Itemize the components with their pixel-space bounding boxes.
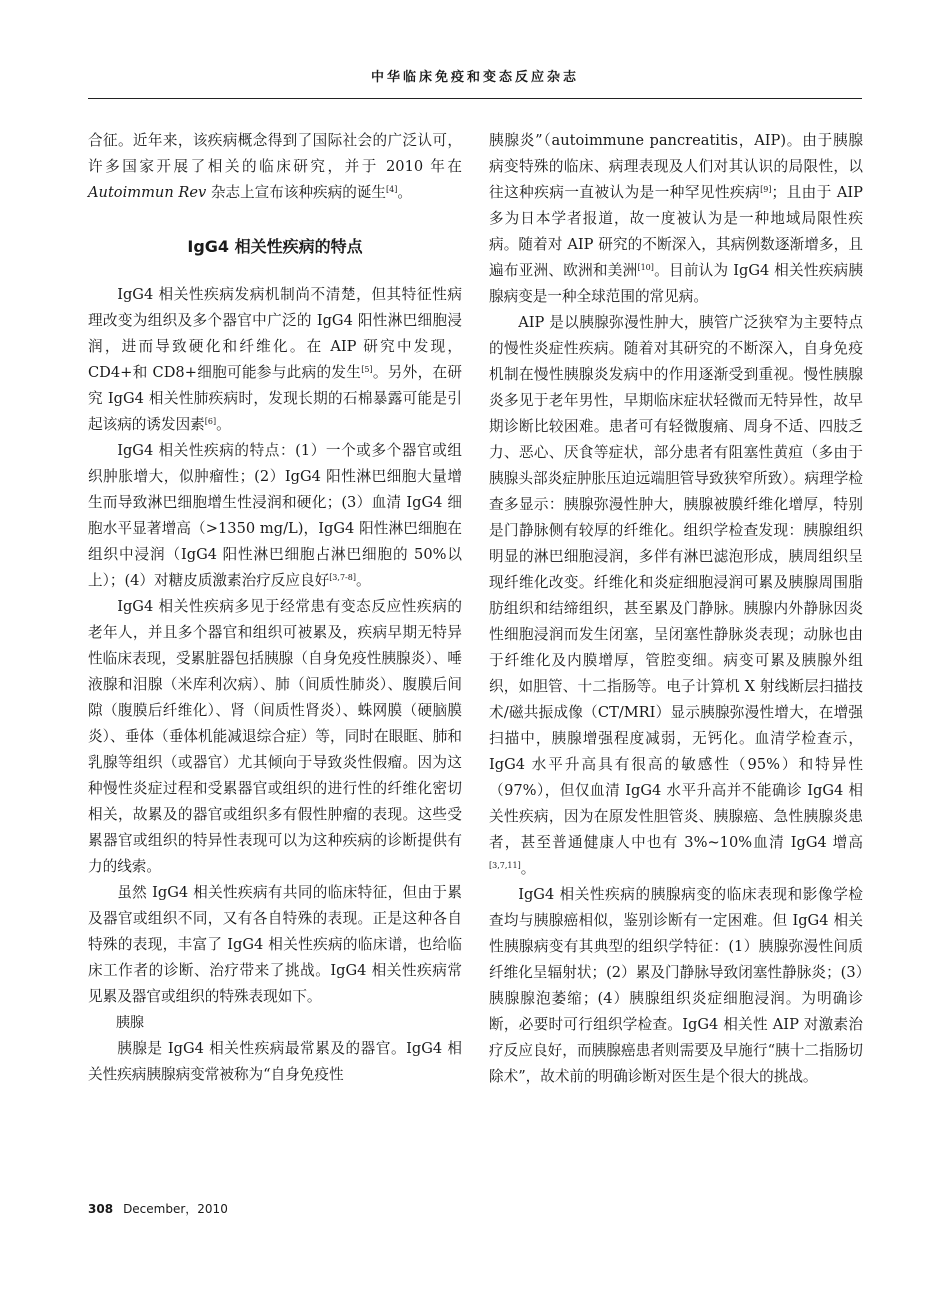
- citation[interactable]: [5]: [361, 365, 373, 374]
- paragraph: AIP 是以胰腺弥漫性肿大，胰管广泛狭窄为主要特点的慢性炎症性疾病。随着对其研究的不断深入，自身免疫机制在慢性胰腺炎发病中的作用逐渐受到重视。慢性胰腺炎多见于老年男性，早期临床症状轻微而无特异性，故早期诊断比较困难。患者可有轻微腹痛、周身不适、四肢乏力、恶心、厌食等症状，部分患者有阻塞性黄疸（多由于胰腺头部炎症肿胀压迫远端胆管导致狭窄所致）。病理学检查多显示：胰腺弥漫性肿大，胰腺被膜纤维化增厚，特别是门静脉侧有较厚的纤维化。组织学检查发现：胰腺组织明显的淋巴细胞浸润，多伴有淋巴滤泡形成，胰周组织呈现纤维化改变。纤维化和炎症细胞浸润可累及胰腺周围脂肪组织和结缔组织，甚至累及门静脉。胰腺内外静脉因炎性细胞浸润而发生闭塞，呈闭塞性静脉炎表现；动脉也由于纤维化及内膜增厚，管腔变细。病变可累及胰腺外组织，如胆管、十二指肠等。电子计算机 X 射线断层扫描技术/磁共振成像（CT/MRI）显示胰腺弥漫性增大，在增强扫描中，胰腺增强程度减弱，无钙化。血清学检查示，IgG4 水平升高具有很高的敏感性（95%）和特异性（97%），但仅血清 IgG4 水平升高并不能确诊 IgG4 相关性疾病，因为在原发性胆管炎、胰腺癌、急性胰腺炎患者，甚至普通健康人中也有 3%~10%血清 IgG4 增高[3,7,11]。: [489, 314, 863, 877]
- journal-title: 中华临床免疫和变态反应杂志: [370, 70, 579, 85]
- paragraph: IgG4 相关性疾病的特点：(1）一个或多个器官或组织肿胀增大，似肿瘤性；(2）IgG4 阳性淋巴细胞大量增生而导致淋巴细胞增生性浸润和硬化；(3）血清 IgG4 细胞水平显著增高（>1350 mg/L)，IgG4 阳性淋巴细胞在组织中浸润（IgG4 阳性淋巴细胞占淋巴细胞的 50%以上）；(4）对糖皮质激素治疗反应良好[3,7-8]。: [88, 442, 462, 589]
- paragraph: 合征。近年来，该疾病概念得到了国际社会的广泛认可，许多国家开展了相关的临床研究，并于 2010 年在 Autoimmun Rev 杂志上宣布该种疾病的诞生[4]。: [88, 132, 462, 201]
- header-rule: [88, 98, 862, 99]
- page-footer: [88, 1200, 228, 1217]
- paragraph: IgG4 相关性疾病的胰腺病变的临床表现和影像学检查均与胰腺癌相似，鉴别诊断有一定困难。但 IgG4 相关性胰腺病变有其典型的组织学特征：(1）胰腺弥漫性间质纤维化呈辐射状；(2）累及门静脉导致闭塞性静脉炎；(3）胰腺腺泡萎缩；(4）胰腺组织炎症细胞浸润。为明确诊断，必要时可行组织学检查。IgG4 相关性 AIP 对激素治疗反应良好，而胰腺癌患者则需要及早施行“胰十二指肠切除术”，故术前的明确诊断对医生是个很大的挑战。: [489, 886, 863, 1085]
- paragraph: IgG4 相关性疾病多见于经常患有变态反应性疾病的老年人，并且多个器官和组织可被累及，疾病早期无特异性临床表现，受累脏器包括胰腺（自身免疫性胰腺炎）、唾液腺和泪腺（米库利次病）、肺（间质性肺炎）、腹膜后间隙（腹膜后纤维化）、肾（间质性肾炎）、蛛网膜（硬脑膜炎）、垂体（垂体机能减退综合症）等，同时在眼眶、肺和乳腺等组织（或器官）尤其倾向于导致炎性假瘤。因为这种慢性炎症过程和受累器官或组织的进行性的纤维化密切相关，故累及的器官或组织多有假性肿瘤的表现。这些受累器官或组织的特异性表现可以为这种疾病的诊断提供有力的线索。: [88, 598, 462, 875]
- right-column: [489, 128, 863, 1090]
- paragraph: 胰腺炎”（autoimmune pancreatitis，AIP)。由于胰腺病变特殊的临床、病理表现及人们对其认识的局限性，以往这种疾病一直被认为是一种罕见性疾病[9]；且由于 AIP 多为日本学者报道，故一度被认为是一种地域局限性疾病。随着对 AIP 研究的不断深入，其病例数逐渐增多，且遍布亚洲、欧洲和美洲[10]。目前认为 IgG4 相关性疾病胰腺病变是一种全球范围的常见病。: [489, 132, 863, 305]
- paragraph: IgG4 相关性疾病发病机制尚不清楚，但其特征性病理改变为组织及多个器官中广泛的 IgG4 阳性淋巴细胞浸润，进而导致硬化和纤维化。在 AIP 研究中发现，CD4+和 CD8+细胞可能参与此病的发生[5]。另外，在研究 IgG4 相关性肺疾病时，发现长期的石棉暴露可能是引起该病的诱发因素[6]。: [88, 286, 462, 433]
- subsection-heading: 胰腺: [116, 1015, 144, 1031]
- issue-date: December，2010: [123, 1202, 228, 1216]
- page-number: 308: [88, 1202, 114, 1216]
- citation[interactable]: [3,7-8]: [329, 573, 356, 582]
- paragraph: 胰腺是 IgG4 相关性疾病最常累及的器官。IgG4 相关性疾病胰腺病变常被称为“自身免疫性: [88, 1040, 462, 1083]
- paragraph: 虽然 IgG4 相关性疾病有共同的临床特征，但由于累及器官或组织不同，又有各自特殊的表现。正是这种各自特殊的表现，丰富了 IgG4 相关性疾病的临床谱，也给临床工作者的诊断、治疗带来了挑战。IgG4 相关性疾病常见累及器官或组织的特殊表现如下。: [88, 884, 462, 1005]
- citation[interactable]: [10]: [637, 263, 654, 272]
- left-column: [88, 128, 462, 1088]
- citation[interactable]: [3,7,11]: [489, 861, 521, 870]
- citation[interactable]: [4]: [386, 185, 398, 194]
- journal-name: Autoimmun Rev: [88, 184, 207, 201]
- citation[interactable]: [9]: [760, 185, 772, 194]
- section-heading: IgG4 相关性疾病的特点: [187, 237, 363, 256]
- citation[interactable]: [6]: [204, 417, 217, 426]
